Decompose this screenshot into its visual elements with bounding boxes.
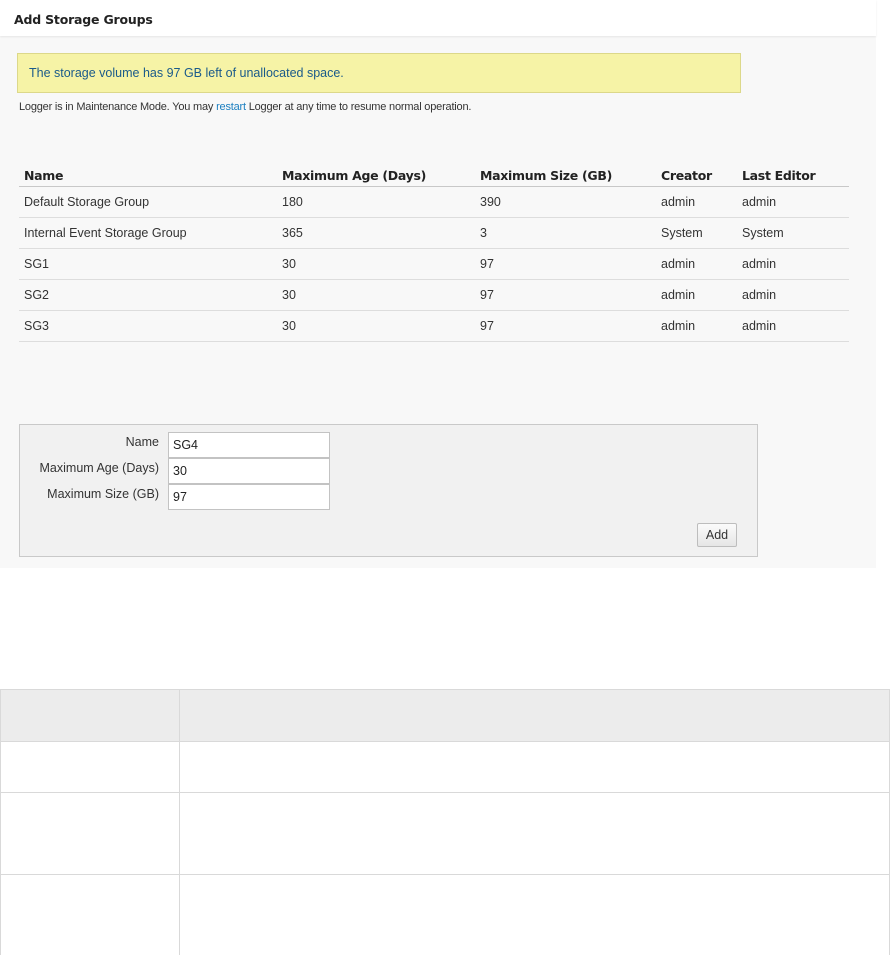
table-row (19, 280, 849, 311)
cell-max-age: 365 (277, 218, 475, 249)
cell-max-age: 30 (277, 311, 475, 342)
table-row (19, 187, 849, 218)
panel-header (0, 0, 876, 36)
cell-max-size: 3 (475, 218, 656, 249)
table-header-row (19, 163, 849, 187)
add-button[interactable]: Add (697, 523, 737, 547)
maintenance-prefix: Logger is in Maintenance Mode. You may (19, 101, 217, 113)
cell-last-editor: admin (737, 249, 849, 280)
cell-name: SG2 (19, 280, 277, 311)
cell-name: Default Storage Group (19, 187, 277, 218)
column-header-max-age: Maximum Age (Days) (277, 163, 475, 187)
empty-cell (1, 793, 180, 875)
column-header-name: Name (19, 163, 277, 187)
cell-max-size: 97 (475, 311, 656, 342)
storage-groups-table (19, 163, 849, 342)
empty-header-cell (1, 690, 180, 742)
cell-creator: admin (656, 311, 737, 342)
name-label: Name (125, 435, 159, 449)
cell-max-size: 97 (475, 280, 656, 311)
empty-table-row (1, 742, 890, 793)
table-row (19, 249, 849, 280)
cell-max-age: 30 (277, 280, 475, 311)
cell-max-age: 30 (277, 249, 475, 280)
empty-cell (1, 742, 180, 793)
cell-last-editor: System (737, 218, 849, 249)
empty-cell (180, 793, 890, 875)
empty-table-header-row (1, 690, 890, 742)
max-size-input[interactable] (168, 484, 330, 510)
empty-table-row (1, 875, 890, 955)
cell-max-size: 97 (475, 249, 656, 280)
empty-table-row (1, 793, 890, 875)
table-row (19, 218, 849, 249)
cell-creator: admin (656, 280, 737, 311)
cell-creator: admin (656, 249, 737, 280)
name-input[interactable] (168, 432, 330, 458)
maintenance-message (19, 101, 471, 113)
cell-last-editor: admin (737, 311, 849, 342)
empty-table (0, 689, 890, 955)
maintenance-suffix: Logger at any time to resume normal operation. (245, 101, 472, 113)
cell-name: SG1 (19, 249, 277, 280)
max-size-label: Maximum Size (GB) (47, 487, 159, 501)
max-age-input[interactable] (168, 458, 330, 484)
max-age-label: Maximum Age (Days) (39, 461, 159, 475)
unallocated-space-notice (17, 53, 741, 93)
column-header-max-size: Maximum Size (GB) (475, 163, 656, 187)
cell-creator: System (656, 218, 737, 249)
cell-creator: admin (656, 187, 737, 218)
cell-max-size: 390 (475, 187, 656, 218)
empty-cell (180, 875, 890, 955)
cell-last-editor: admin (737, 187, 849, 218)
empty-cell (1, 875, 180, 955)
empty-cell (180, 742, 890, 793)
cell-max-age: 180 (277, 187, 475, 218)
empty-header-cell (180, 690, 890, 742)
table-row (19, 311, 849, 342)
cell-last-editor: admin (737, 280, 849, 311)
cell-name: Internal Event Storage Group (19, 218, 277, 249)
panel-title: Add Storage Groups (14, 12, 153, 27)
add-storage-group-form (19, 424, 758, 557)
cell-name: SG3 (19, 311, 277, 342)
column-header-creator: Creator (656, 163, 737, 187)
restart-link[interactable]: restart (216, 101, 246, 113)
notice-text: The storage volume has 97 GB left of unallocated space. (29, 66, 344, 80)
column-header-last-editor: Last Editor (737, 163, 849, 187)
